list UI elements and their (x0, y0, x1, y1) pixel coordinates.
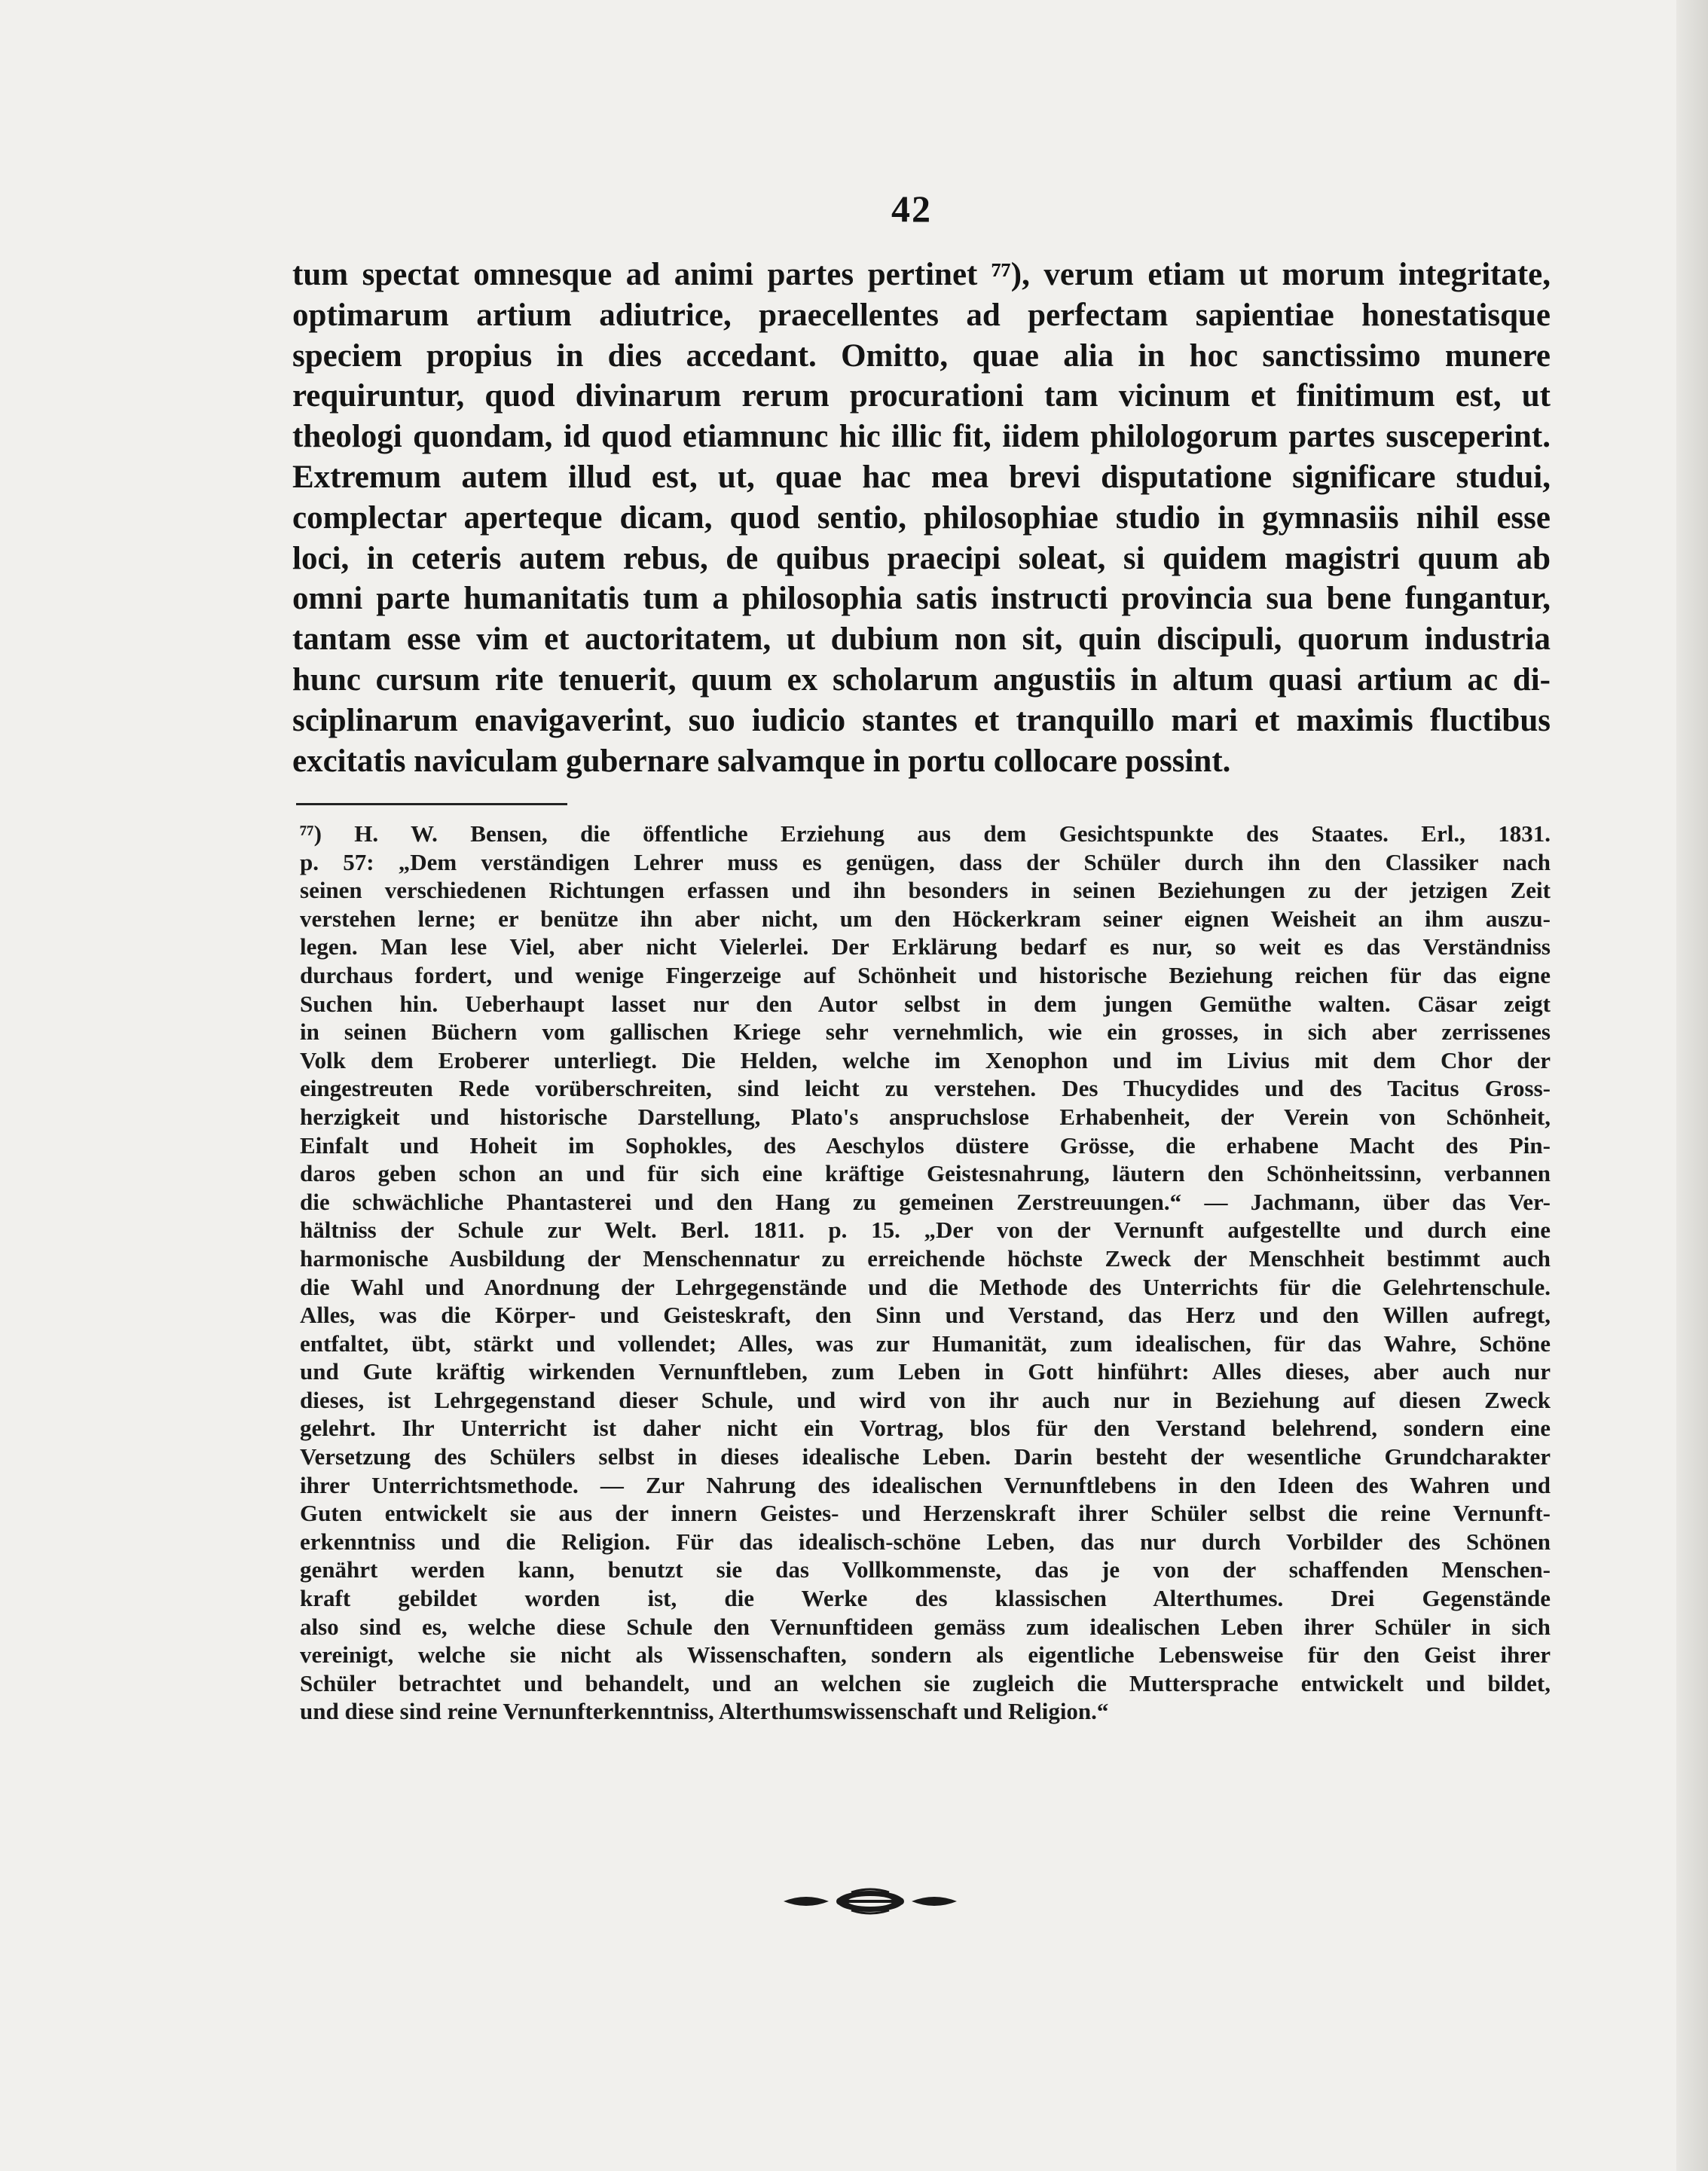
main-text-line: excitatis naviculam gubernare salvamque in portu collocare possint. (292, 743, 1231, 779)
main-text-line: requiruntur, quod divinarum rerum procurationi tam vicinum et finitimum est, ut (292, 378, 1551, 414)
footnote-line: verstehen lerne; er benütze ihn aber nicht, um den Höckerkram seiner eignen Weisheit an ihm auszu- (300, 905, 1551, 932)
footnote-line: in seinen Büchern vom gallischen Kriege sehr vernehmlich, wie ein grosses, in sich aber zerrissenes (300, 1018, 1551, 1046)
footnote-line: gelehrt. Ihr Unterricht ist daher nicht ein Vortrag, blos für den Verstand belehrend, sondern eine (300, 1415, 1551, 1442)
footnote-line: dieses, ist Lehrgegenstand dieser Schule, und wird von ihr auch nur in Beziehung auf diesen Zweck (300, 1386, 1551, 1413)
main-text-line: tantam esse vim et auctoritatem, ut dubium non sit, quin discipuli, quorum industria (292, 621, 1551, 658)
footnote-line: Volk dem Eroberer unterliegt. Die Helden, welche im Xenophon und im Livius mit dem Chor der (300, 1046, 1551, 1073)
footnote-line: daros geben schon an und für sich eine kräftige Geistesnahrung, läutern den Schönheitssinn, verbannen (300, 1160, 1551, 1187)
main-text-line: tum spectat omnesque ad animi partes pertinet ⁷⁷), verum etiam ut morum integritate, (292, 257, 1551, 292)
footnote-line: Guten entwickelt sie aus der innern Geistes- und Herzenskraft ihrer Schüler selbst die reine Vernunft- (300, 1500, 1551, 1527)
footnote-line: durchaus fordert, und wenige Fingerzeige auf Schönheit und historische Beziehung reichen für das eigne (300, 961, 1551, 988)
page-edge-shadow (1676, 0, 1708, 2171)
footnote-line: genährt werden kann, benutzt sie das Vollkommenste, das je von der schaffenden Menschen- (300, 1556, 1551, 1583)
footnote-line: vereinigt, welche sie nicht als Wissenschaften, sondern als eigentliche Lebensweise für den Geist ihrer (300, 1641, 1551, 1669)
footnote-line: kraft gebildet worden ist, die Werke des klassischen Alterthumes. Drei Gegenstände (300, 1585, 1551, 1612)
footnote-line: entfaltet, übt, stärkt und vollendet; Alles, was zur Humanität, zum idealischen, für das Wahre, Schöne (300, 1330, 1551, 1357)
footnote-line: Alles, was die Körper- und Geisteskraft, den Sinn und Verstand, das Herz und den Willen aufregt, (300, 1302, 1551, 1329)
footnote-line: ⁷⁷) H. W. Bensen, die öffentliche Erziehung aus dem Gesichtspunkte des Staates. Erl., 1831. (300, 820, 1551, 847)
main-text-line: theologi quondam, id quod etiamnunc hic illic fit, iidem philologorum partes susceperint. (292, 419, 1551, 455)
main-text-line: loci, in ceteris autem rebus, de quibus praecipi soleat, si quidem magistri quum ab (292, 540, 1551, 576)
footnote-line: die schwächliche Phantasterei und den Hang zu gemeinen Zerstreuungen.“ — Jachmann, über das Ver- (300, 1188, 1551, 1215)
footnote-line: Einfalt und Hoheit im Sophokles, des Aeschylos düstere Grösse, die erhabene Macht des Pin- (300, 1131, 1551, 1159)
footnote-line: legen. Man lese Viel, aber nicht Vielerlei. Der Erklärung bedarf es nur, so weit es das Verständniss (300, 933, 1551, 960)
main-text-line: hunc cursum rite tenuerit, quum ex scholarum angustiis in altum quasi artium ac di- (292, 661, 1551, 698)
main-text-line: omni parte humanitatis tum a philosophia satis instructi provincia sua bene fungantur, (292, 581, 1551, 617)
footnote-line: also sind es, welche diese Schule den Vernunftideen gemäss zum idealischen Leben ihrer Schüler in sich (300, 1613, 1551, 1640)
ornament-icon (776, 1886, 964, 1916)
main-text-line: complectar aperteque dicam, quod sentio, philosophiae studio in gymnasiis nihil esse (292, 499, 1551, 536)
main-text-block (292, 255, 1551, 781)
footnote-block (300, 820, 1551, 1726)
footnote-line: p. 57: „Dem verständigen Lehrer muss es genügen, dass der Schüler durch ihn den Classiker nach (300, 848, 1551, 875)
footnote-line: erkenntniss und die Religion. Für das idealisch-schöne Leben, das nur durch Vorbilder des Schönen (300, 1528, 1551, 1555)
footnote-line: hältniss der Schule zur Welt. Berl. 1811. p. 15. „Der von der Vernunft aufgestellte und durch eine (300, 1217, 1551, 1244)
main-text-line: sciplinarum enavigaverint, suo iudicio stantes et tranquillo mari et maximis fluctibus (292, 702, 1551, 738)
footnote-separator (296, 803, 567, 805)
main-text-line: optimarum artium adiutrice, praecellentes ad perfectam sapientiae honestatisque (292, 297, 1551, 333)
main-text-line: speciem propius in dies accedant. Omitto, quae alia in hoc sanctissimo munere (292, 337, 1551, 374)
footnote-line: ihrer Unterrichtsmethode. — Zur Nahrung des idealischen Vernunftlebens in den Ideen des Wahren und (300, 1471, 1551, 1498)
main-text-line: Extremum autem illud est, ut, quae hac mea brevi disputatione significare studui, (292, 459, 1551, 495)
footnote-line: Versetzung des Schülers selbst in dieses idealische Leben. Darin besteht der wesentliche Grundcharakter (300, 1443, 1551, 1470)
footnote-line: die Wahl und Anordnung der Lehrgegenstände und die Methode des Unterrichts für die Gelehrtenschule. (300, 1273, 1551, 1300)
footnote-line: seinen verschiedenen Richtungen erfassen und ihn besonders in seinen Beziehungen zu der jetzigen Zeit (300, 877, 1551, 904)
footnote-line: eingestreuten Rede vorüberschreiten, sind leicht zu verstehen. Des Thucydides und des Tacitus Gross- (300, 1075, 1551, 1102)
footnote-line: und diese sind reine Vernunfterkenntniss, Alterthumswissenschaft und Religion.“ (300, 1698, 1109, 1725)
footnote-line: harmonische Ausbildung der Menschennatur zu erreichende höchste Zweck der Menschheit bestimmt auch (300, 1244, 1551, 1272)
page-number: 42 (891, 188, 932, 230)
footnote-line: und Gute kräftig wirkenden Vernunftleben, zum Leben in Gott hinführt: Alles dieses, aber auch nur (300, 1358, 1551, 1385)
footnote-line: Suchen hin. Ueberhaupt lasset nur den Autor selbst in dem jungen Gemüthe walten. Cäsar zeigt (300, 990, 1551, 1017)
footnote-line: herzigkeit und historische Darstellung, Plato's anspruchslose Erhabenheit, der Verein von Schönheit, (300, 1103, 1551, 1130)
footnote-line: Schüler betrachtet und behandelt, und an welchen sie zugleich die Muttersprache entwickelt und bildet, (300, 1669, 1551, 1696)
